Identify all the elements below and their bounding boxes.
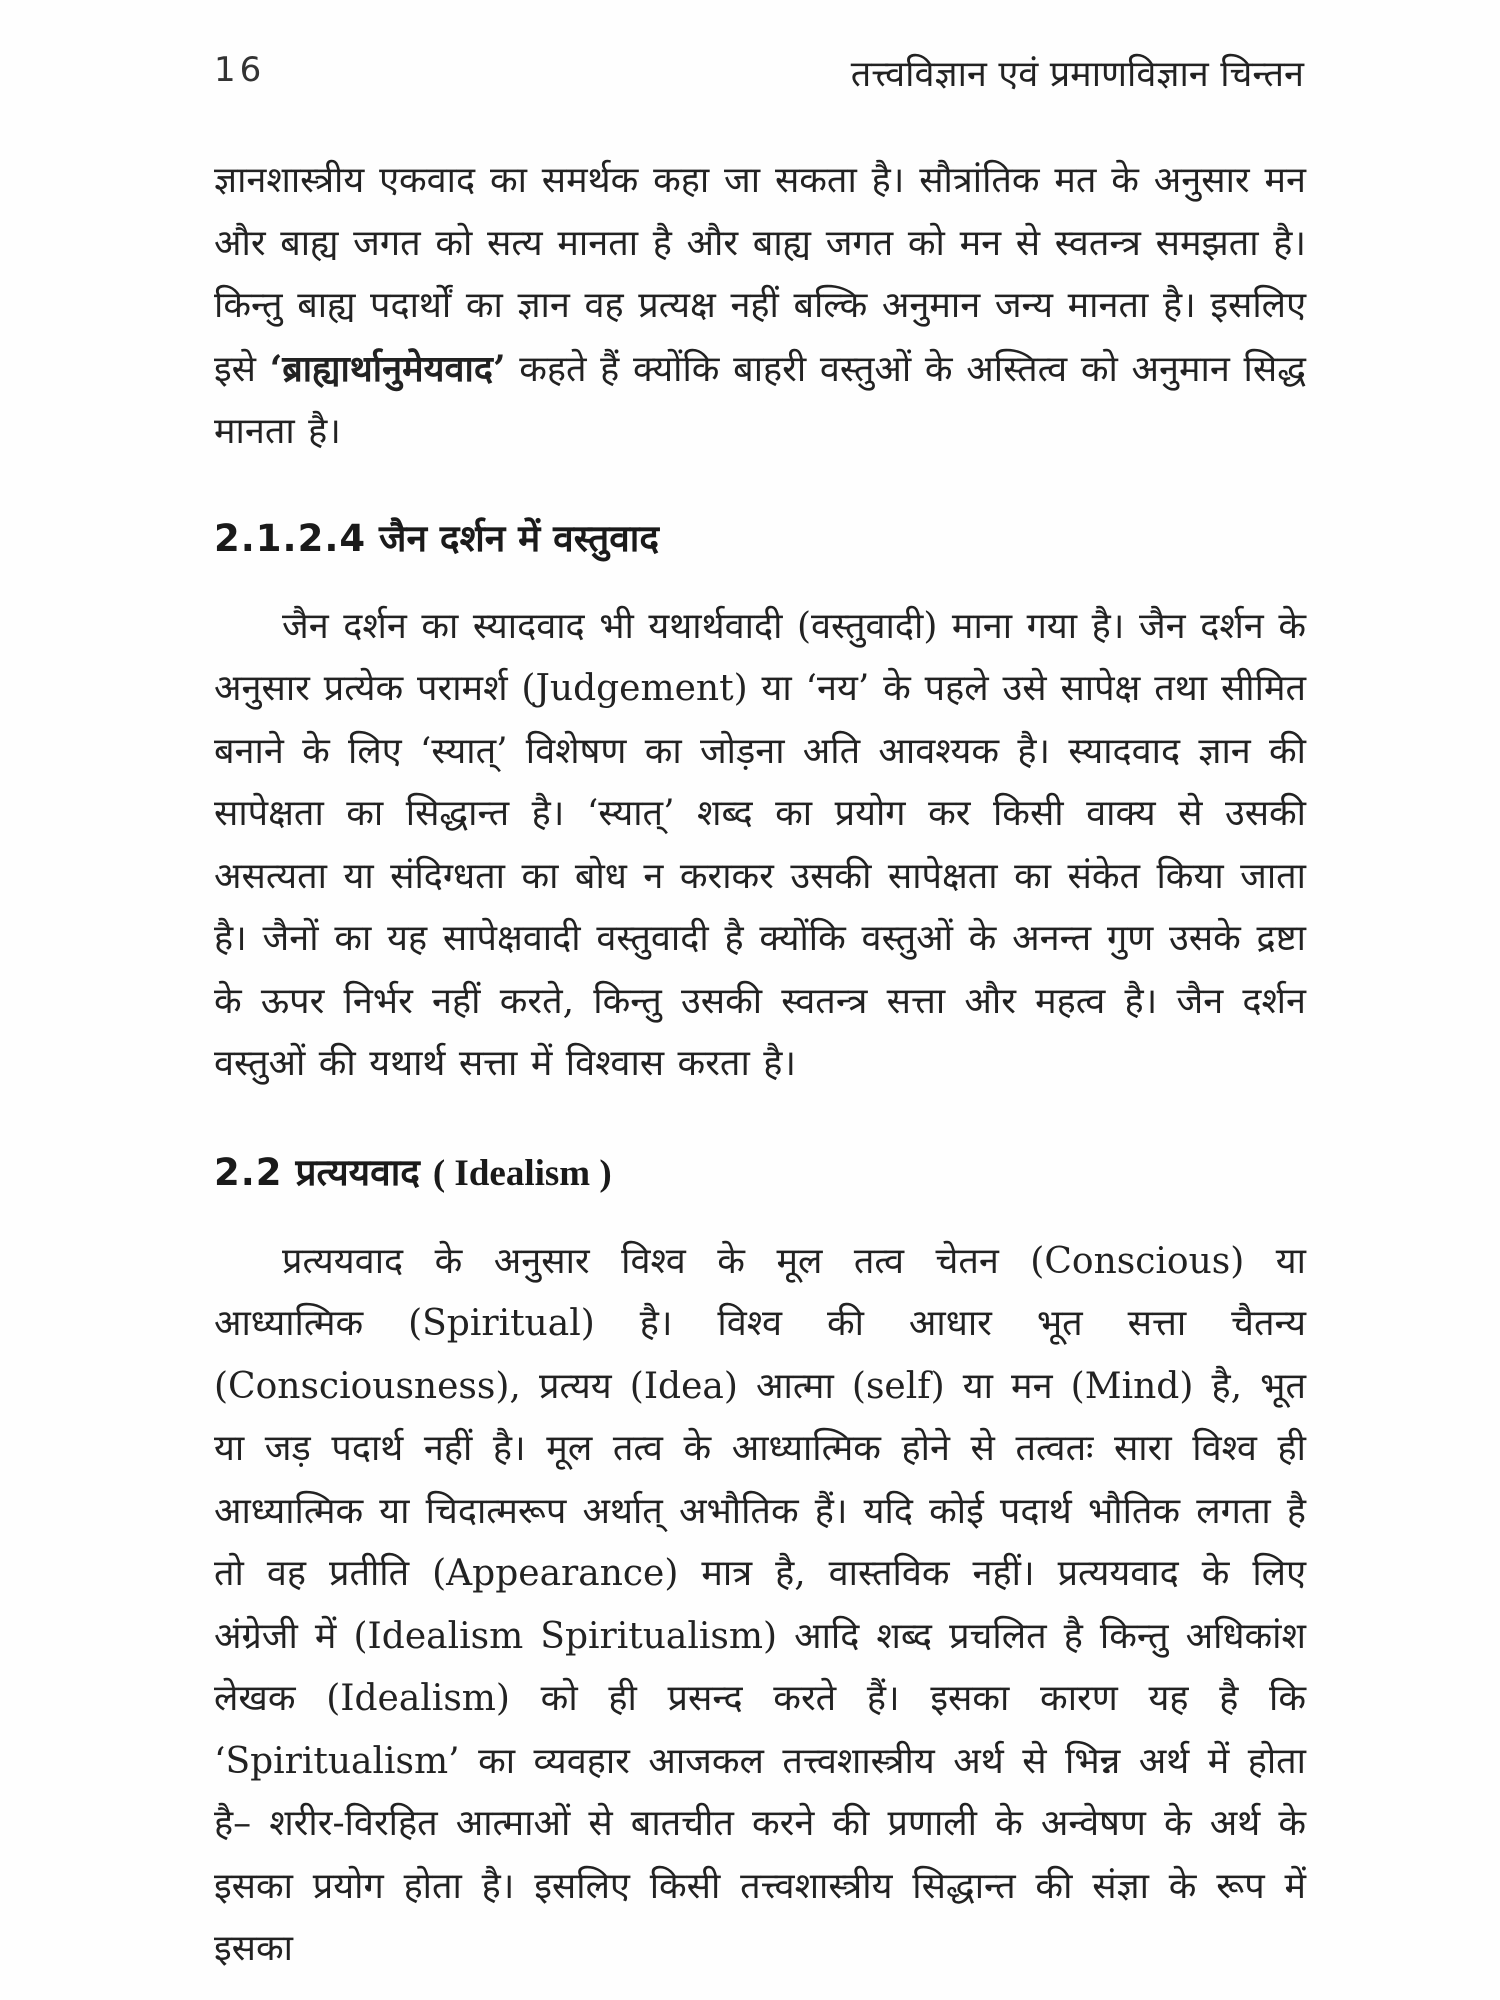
section-title: प्रत्ययवाद (295, 1149, 420, 1194)
page-body (214, 150, 1306, 1981)
paragraph-text: ज्ञानशास्त्रीय एकवाद का समर्थक कहा जा सकता है। सौत्रांतिक मत के अनुसार मन और बाह्य जगत को सत्य मानता है और बाह्य जगत को मन से स्वतन्त्र समझता है। किन्तु बाह्य पदार्थों का ज्ञान वह प्रत्यक्ष नहीं बल्कि अनुमान जन्य मानता है। इसलिए इसे (214, 160, 1306, 390)
section-number: 2.2 (214, 1150, 283, 1194)
paragraph-text: कहते हैं क्योंकि बाहरी वस्तुओं के अस्तित्व को अनुमान सिद्ध मानता है। (214, 348, 1306, 452)
paragraph-jain: जैन दर्शन का स्यादवाद भी यथार्थवादी (वस्तुवादी) माना गया है। जैन दर्शन के अनुसार प्रत्येक परामर्श (Judgement) या ‘नय’ के पहले उसे सापेक्ष तथा सीमित बनाने के लिए ‘स्यात्’ विशेषण का जोड़ना अति आवश्यक है। स्यादवाद ज्ञान की सापेक्षता का सिद्धान्त है। ‘स्यात्’ शब्द का प्रयोग कर किसी वाक्य से उसकी असत्यता या संदिग्धता का बोध न कराकर उसकी सापेक्षता का संकेत किया जाता है। जैनों का यह सापेक्षवादी वस्तुवादी है क्योंकि वस्तुओं के अनन्त गुण उसके द्रष्टा के ऊपर निर्भर नहीं करते, किन्तु उसकी स्वतन्त्र सत्ता और महत्व है। जैन दर्शन वस्तुओं की यथार्थ सत्ता में विश्वास करता है। (214, 605, 1306, 1084)
paragraph-continued (214, 150, 1306, 464)
section-heading-idealism (214, 1141, 1306, 1205)
section-title-english: ( Idealism ) (432, 1152, 612, 1194)
bold-term: ‘ब्राह्यार्थानुमेयवाद’ (269, 347, 506, 390)
section-number: 2.1.2.4 (214, 516, 367, 560)
running-title: तत्त्वविज्ञान एवं प्रमाणविज्ञान चिन्तन (850, 54, 1304, 95)
section-title: जैन दर्शन में वस्तुवाद (379, 515, 660, 560)
page-header (214, 40, 1304, 110)
page-number: 16 (214, 50, 266, 90)
section-heading-jain-realism (214, 507, 1306, 570)
paragraph-idealism: प्रत्ययवाद के अनुसार विश्व के मूल तत्व चेतन (Conscious) या आध्यात्मिक (Spiritual) है। विश्व की आधार भूत सत्ता चैतन्य (Consciousness), प्रत्यय (Idea) आत्मा (self) या मन (Mind) है, भूत या जड़ पदार्थ नहीं है। मूल तत्व के आध्यात्मिक होने से तत्वतः सारा विश्व ही आध्यात्मिक या चिदात्मरूप अर्थात् अभौतिक हैं। यदि कोई पदार्थ भौतिक लगता है तो वह प्रतीति (Appearance) मात्र है, वास्तविक नहीं। प्रत्ययवाद के लिए अंग्रेजी में (Idealism Spiritualism) आदि शब्द प्रचलित है किन्तु अधिकांश लेखक (Idealism) को ही प्रसन्द करते हैं। इसका कारण यह है कि ‘Spiritualism’ का व्यवहार आजकल तत्त्वशास्त्रीय अर्थ से भिन्न अर्थ में होता है– शरीर-विरहित आत्माओं से बातचीत करने की प्रणाली के अन्वेषण के अर्थ के इसका प्रयोग होता है। इसलिए किसी तत्त्वशास्त्रीय सिद्धान्त की संज्ञा के रूप में इसका (214, 1240, 1306, 1969)
